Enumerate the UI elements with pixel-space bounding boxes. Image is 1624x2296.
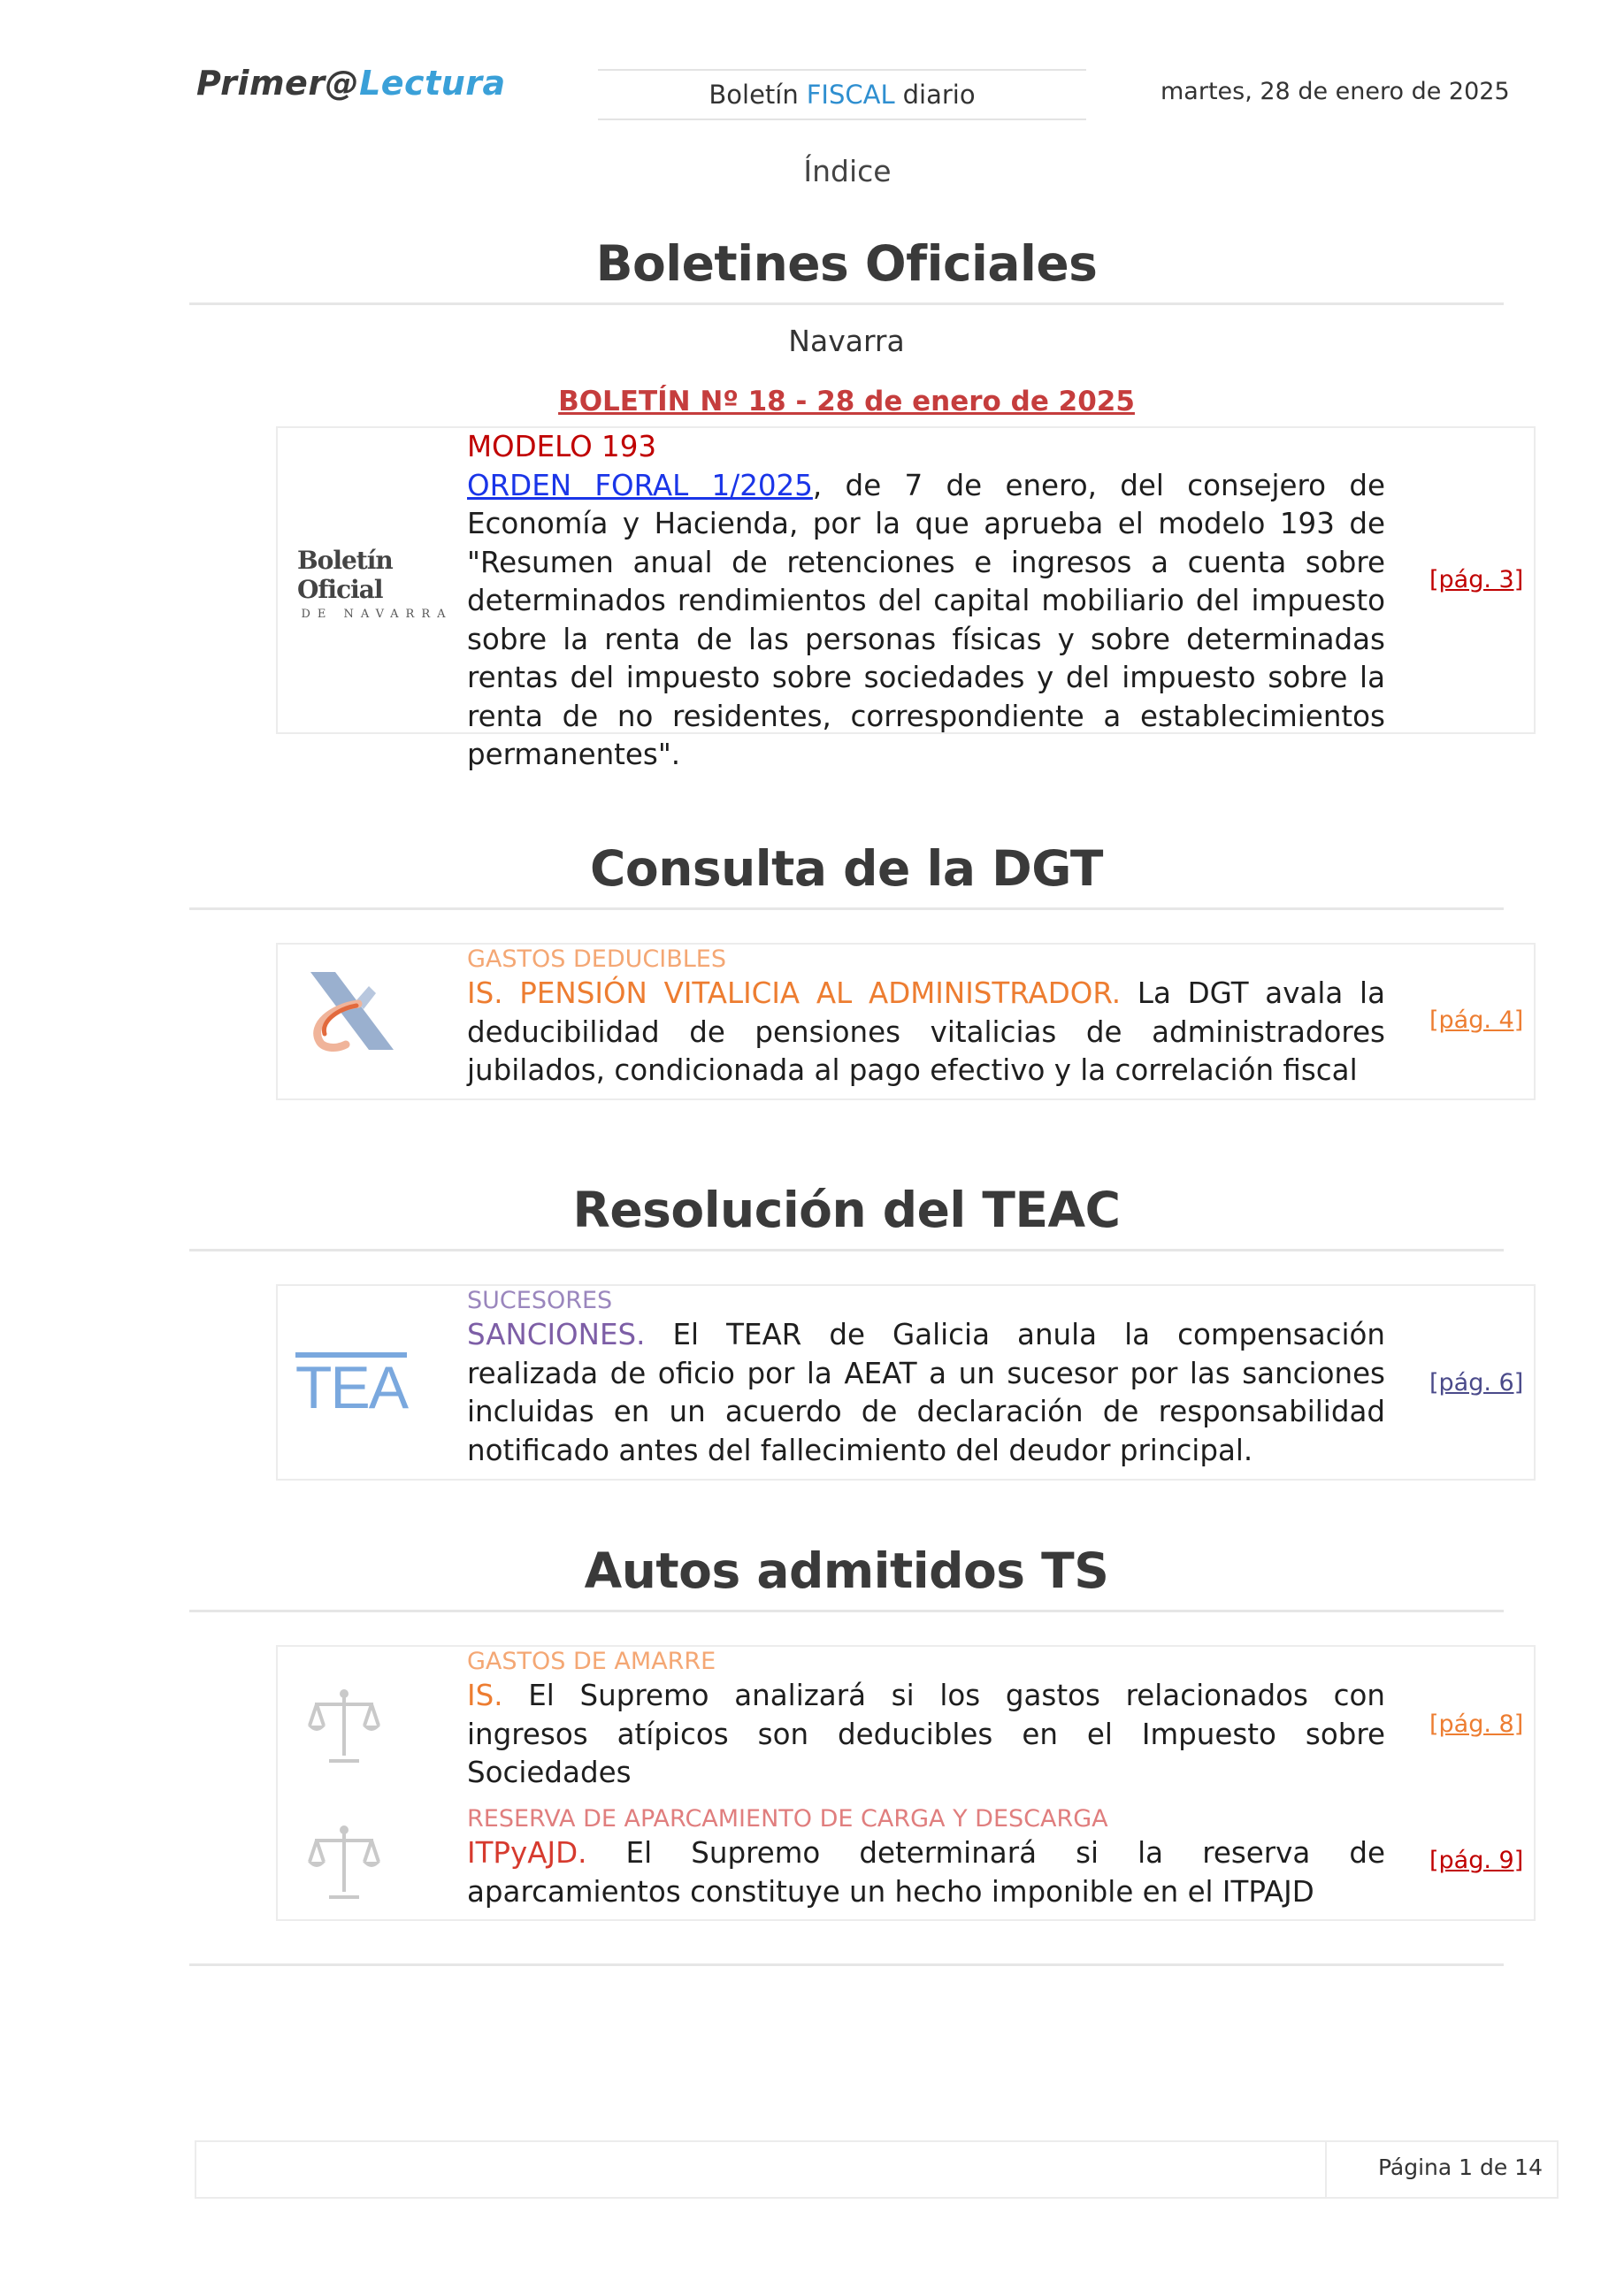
entry-text: El TEAR de Galicia anula la compensación realizada de oficio por la AEAT a un sucesor por las sanciones incluidas en un acuerdo de declaración de responsabilidad notificado antes del fallecimiento del deudor principal. xyxy=(467,1318,1385,1467)
title-pre: Boletín xyxy=(709,80,799,110)
section-divider xyxy=(189,907,1504,910)
entry-lead: IS. xyxy=(467,1679,503,1712)
logo-line2: DE NAVARRA xyxy=(301,607,453,621)
entry-text: La DGT avala la deducibilidad de pensiones vitalicias de administradores jubilados, condicionada al pago efectivo y la correlación fiscal xyxy=(467,976,1385,1087)
entry-category: GASTOS DEDUCIBLES xyxy=(467,945,726,973)
orden-foral-link[interactable]: ORDEN FORAL 1/2025 xyxy=(467,468,813,502)
page-ref-link[interactable]: [pág. 9] xyxy=(1429,1847,1524,1874)
section-title-dgt: Consulta de la DGT xyxy=(590,840,1103,897)
title-accent: FISCAL xyxy=(806,80,895,110)
entry-teac xyxy=(467,1286,1385,1470)
entry-text: , de 7 de enero, del consejero de Economía y Hacienda, por la que aprueba el modelo 193 de "Resumen anual de retenciones e ingresos a cuenta sobre determinados rendimientos del capital mobiliario del impuesto sobre la renta de las personas físicas y sobre determinadas rentas del impuesto sobre sociedades y del impuesto sobre la renta de no residentes, correspondiente a establecimientos permanentes". xyxy=(467,468,1385,771)
page-ref-link[interactable]: [pág. 8] xyxy=(1429,1711,1524,1738)
newsletter-title xyxy=(598,69,1086,120)
page-ref-link[interactable]: [pág. 4] xyxy=(1429,1006,1524,1034)
tea-logo xyxy=(294,1350,409,1420)
index-heading: Índice xyxy=(803,154,892,188)
entry-category: MODELO 193 xyxy=(467,430,657,463)
entry-ts-1 xyxy=(467,1647,1385,1793)
entry-text: El Supremo determinará si la reserva de aparcamientos constituye un hecho imponible en el ITPAJD xyxy=(467,1836,1385,1909)
aeat-logo-icon xyxy=(303,962,400,1060)
section-title-teac: Resolución del TEAC xyxy=(572,1182,1121,1238)
page-ref-link[interactable]: [pág. 3] xyxy=(1429,566,1524,593)
entry-category: RESERVA DE APARCAMIENTO DE CARGA Y DESCARGA xyxy=(467,1805,1108,1833)
brand-logo xyxy=(196,64,506,103)
bulletin-link[interactable]: BOLETÍN Nº 18 - 28 de enero de 2025 xyxy=(558,386,1135,417)
section-divider xyxy=(189,1610,1504,1612)
logo-part1: Primer@ xyxy=(196,64,360,103)
entry-boletines xyxy=(467,428,1385,775)
logo-line1: Boletín Oficial xyxy=(297,545,393,604)
entry-category: SUCESORES xyxy=(467,1287,613,1314)
section-title-ts: Autos admitidos TS xyxy=(584,1542,1109,1599)
footer-divider xyxy=(1325,2142,1327,2197)
section-divider xyxy=(189,1963,1504,1966)
page-number: Página 1 de 14 xyxy=(1377,2154,1543,2180)
section-title-boletines: Boletines Oficiales xyxy=(595,235,1098,292)
section-divider xyxy=(189,302,1504,305)
page-footer xyxy=(195,2140,1559,2199)
entry-lead: ITPyAJD. xyxy=(467,1836,587,1870)
logo-part2: Lectura xyxy=(359,64,506,103)
title-post: diario xyxy=(902,80,976,110)
issue-date: martes, 28 de enero de 2025 xyxy=(1161,78,1510,105)
entry-ts-2 xyxy=(467,1804,1385,1911)
section-divider xyxy=(189,1249,1504,1251)
boletin-navarra-logo xyxy=(297,543,456,623)
scales-of-justice-icon xyxy=(295,1818,393,1907)
entry-category: GASTOS DE AMARRE xyxy=(467,1648,716,1675)
entry-text: El Supremo analizará si los gastos relacionados con ingresos atípicos son deducibles en el Impuesto sobre Sociedades xyxy=(467,1679,1385,1789)
region-label: Navarra xyxy=(788,324,905,358)
scales-of-justice-icon xyxy=(295,1682,393,1771)
entry-dgt xyxy=(467,945,1385,1091)
entry-lead: IS. PENSIÓN VITALICIA AL ADMINISTRADOR. xyxy=(467,976,1122,1010)
entry-lead: SANCIONES. xyxy=(467,1318,646,1351)
tea-logo-text: TEA xyxy=(295,1354,408,1421)
page-ref-link[interactable]: [pág. 6] xyxy=(1429,1369,1524,1397)
